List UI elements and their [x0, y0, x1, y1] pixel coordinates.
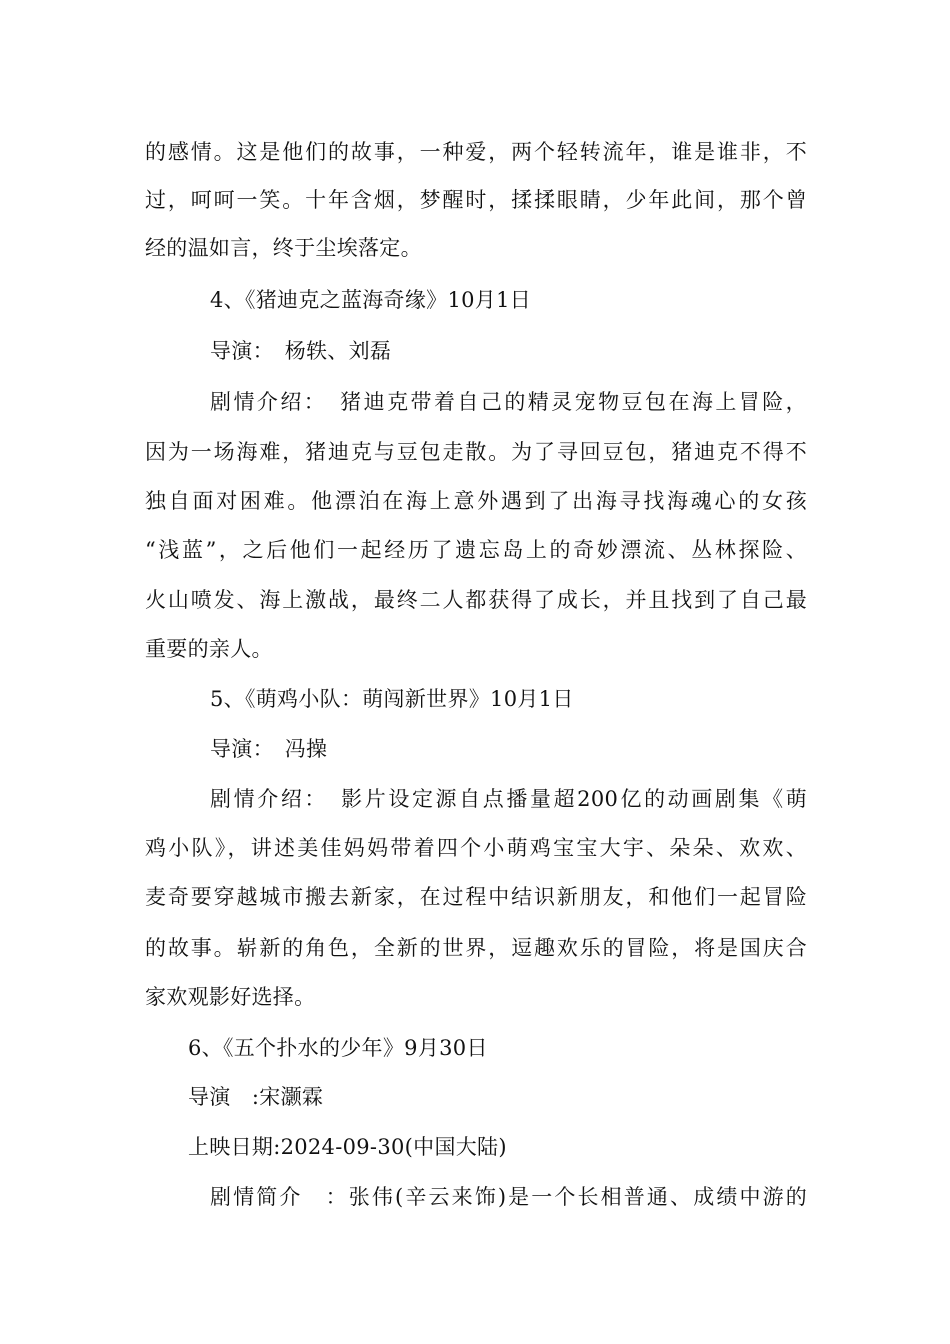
movie-4-plot-line-1: 剧情介绍： 猪迪克带着自己的精灵宠物豆包在海上冒险，	[210, 390, 807, 414]
movie-5-title: 5、《萌鸡小队：萌闯新世界》10月1日	[210, 687, 574, 711]
movie-6-release-date: 上映日期:2024-09-30(中国大陆)	[188, 1135, 507, 1159]
text-line-1: 的感情。这是他们的故事，一种爱，两个轻转流年，谁是谁非，不	[145, 140, 807, 164]
movie-4-plot-line-3: 独自面对困难。他漂泊在海上意外遇到了出海寻找海魂心的女孩	[145, 489, 807, 513]
movie-4-plot-line-5: 火山喷发、海上激战，最终二人都获得了成长，并且找到了自己最	[145, 588, 807, 612]
text-line-3: 经的温如言，终于尘埃落定。	[145, 236, 422, 260]
movie-5-plot-line-4: 的故事。崭新的角色，全新的世界，逗趣欢乐的冒险，将是国庆合	[145, 936, 807, 960]
movie-4-plot-line-4: “浅蓝”，之后他们一起经历了遗忘岛上的奇妙漂流、丛林探险、	[145, 538, 807, 562]
movie-6-title: 6、《五个扑水的少年》9月30日	[188, 1036, 488, 1060]
movie-6-plot-line-1: 剧情简介 ：张伟(辛云来饰)是一个长相普通、成绩中游的	[210, 1185, 807, 1209]
movie-5-director: 导演： 冯操	[210, 737, 328, 761]
movie-5-plot-line-2: 鸡小队》，讲述美佳妈妈带着四个小萌鸡宝宝大宇、朵朵、欢欢、	[145, 836, 807, 860]
movie-5-plot-line-5: 家欢观影好选择。	[145, 985, 316, 1009]
movie-4-plot-line-2: 因为一场海难，猪迪克与豆包走散。为了寻回豆包，猪迪克不得不	[145, 440, 807, 464]
movie-5-plot-line-3: 麦奇要穿越城市搬去新家，在过程中结识新朋友，和他们一起冒险	[145, 885, 807, 909]
movie-4-title: 4、《猪迪克之蓝海奇缘》10月1日	[210, 288, 532, 312]
movie-4-director: 导演： 杨轶、刘磊	[210, 339, 392, 363]
movie-5-plot-line-1: 剧情介绍： 影片设定源自点播量超200亿的动画剧集《萌	[210, 787, 807, 811]
movie-6-director: 导演 :宋灏霖	[188, 1085, 324, 1109]
movie-4-plot-line-6: 重要的亲人。	[145, 637, 273, 661]
text-line-2: 过，呵呵一笑。十年含烟，梦醒时，揉揉眼睛，少年此间，那个曾	[145, 188, 807, 212]
